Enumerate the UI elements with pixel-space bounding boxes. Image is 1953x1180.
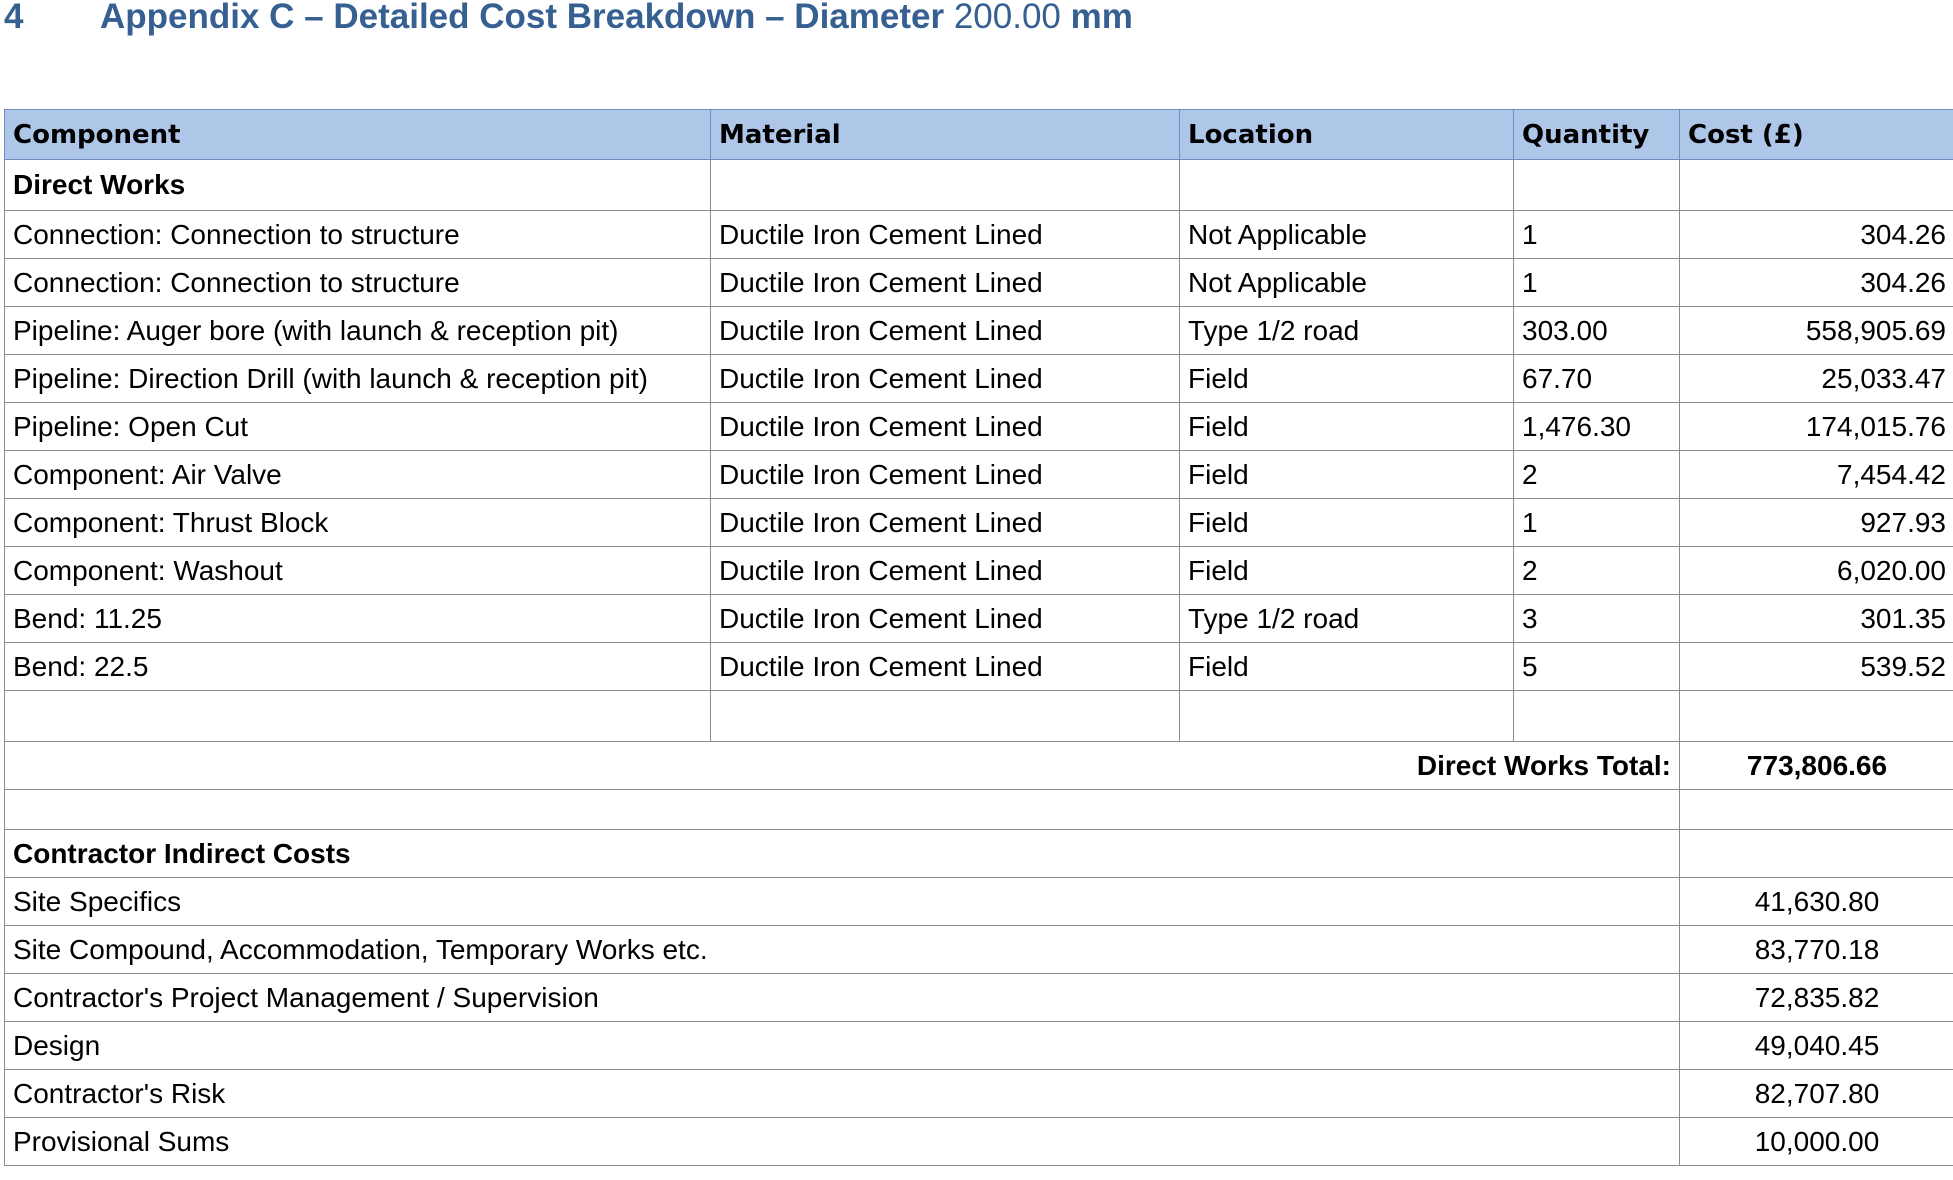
empty-cell xyxy=(5,790,1680,830)
cost-breakdown-table xyxy=(4,109,1953,1166)
section-title xyxy=(100,0,1133,34)
location-cell: Type 1/2 road xyxy=(1180,595,1514,643)
indirect-row xyxy=(5,926,1953,974)
empty-cell xyxy=(1180,691,1514,742)
indirect-row xyxy=(5,1022,1953,1070)
indirect-row xyxy=(5,878,1953,926)
cost-cell: 539.52 xyxy=(1680,643,1953,691)
column-header-component: Component xyxy=(5,110,711,160)
indirect-item-label: Contractor's Project Management / Supervision xyxy=(5,974,1680,1022)
component-cell: Component: Air Valve xyxy=(5,451,711,499)
direct-works-total-label: Direct Works Total: xyxy=(5,742,1680,790)
table-row xyxy=(5,595,1953,643)
cost-cell: 927.93 xyxy=(1680,499,1953,547)
location-cell: Not Applicable xyxy=(1180,259,1514,307)
material-cell: Ductile Iron Cement Lined xyxy=(711,355,1180,403)
material-cell: Ductile Iron Cement Lined xyxy=(711,643,1180,691)
quantity-cell: 303.00 xyxy=(1514,307,1680,355)
material-cell: Ductile Iron Cement Lined xyxy=(711,499,1180,547)
table-header-row xyxy=(5,110,1953,160)
empty-cell xyxy=(711,691,1180,742)
indirect-item-cost: 41,630.80 xyxy=(1680,878,1953,926)
material-cell: Ductile Iron Cement Lined xyxy=(711,259,1180,307)
empty-cell xyxy=(1680,830,1953,878)
table-row xyxy=(5,547,1953,595)
indirect-costs-label: Contractor Indirect Costs xyxy=(5,830,1680,878)
quantity-cell: 5 xyxy=(1514,643,1680,691)
table-row xyxy=(5,403,1953,451)
location-cell: Field xyxy=(1180,355,1514,403)
component-cell: Bend: 22.5 xyxy=(5,643,711,691)
empty-cell xyxy=(711,160,1180,211)
empty-cell xyxy=(1514,691,1680,742)
indirect-item-label: Site Compound, Accommodation, Temporary Works etc. xyxy=(5,926,1680,974)
indirect-item-cost: 49,040.45 xyxy=(1680,1022,1953,1070)
indirect-item-label: Provisional Sums xyxy=(5,1118,1680,1166)
component-cell: Connection: Connection to structure xyxy=(5,211,711,259)
indirect-item-label: Contractor's Risk xyxy=(5,1070,1680,1118)
quantity-cell: 67.70 xyxy=(1514,355,1680,403)
component-cell: Connection: Connection to structure xyxy=(5,259,711,307)
quantity-cell: 1 xyxy=(1514,499,1680,547)
location-cell: Not Applicable xyxy=(1180,211,1514,259)
material-cell: Ductile Iron Cement Lined xyxy=(711,595,1180,643)
blank-row xyxy=(5,691,1953,742)
cost-cell: 301.35 xyxy=(1680,595,1953,643)
indirect-section-row xyxy=(5,830,1953,878)
table-row xyxy=(5,499,1953,547)
component-cell: Bend: 11.25 xyxy=(5,595,711,643)
section-title-text: Appendix C – Detailed Cost Breakdown – Diameter xyxy=(100,0,945,36)
quantity-cell: 1,476.30 xyxy=(1514,403,1680,451)
indirect-item-cost: 82,707.80 xyxy=(1680,1070,1953,1118)
empty-cell xyxy=(1680,160,1953,211)
empty-cell xyxy=(1180,160,1514,211)
table-row xyxy=(5,355,1953,403)
indirect-item-label: Design xyxy=(5,1022,1680,1070)
section-number: 4 xyxy=(4,0,24,36)
cost-cell: 304.26 xyxy=(1680,259,1953,307)
component-cell: Pipeline: Direction Drill (with launch & reception pit) xyxy=(5,355,711,403)
location-cell: Field xyxy=(1180,451,1514,499)
table-row xyxy=(5,307,1953,355)
location-cell: Field xyxy=(1180,403,1514,451)
diameter-unit: mm xyxy=(1070,0,1133,36)
direct-works-label: Direct Works xyxy=(5,160,711,211)
location-cell: Field xyxy=(1180,499,1514,547)
material-cell: Ductile Iron Cement Lined xyxy=(711,211,1180,259)
cost-cell: 174,015.76 xyxy=(1680,403,1953,451)
quantity-cell: 2 xyxy=(1514,547,1680,595)
indirect-item-cost: 72,835.82 xyxy=(1680,974,1953,1022)
indirect-item-label: Site Specifics xyxy=(5,878,1680,926)
diameter-value: 200.00 xyxy=(953,0,1061,36)
component-cell: Pipeline: Open Cut xyxy=(5,403,711,451)
empty-cell xyxy=(5,691,711,742)
column-header-cost: Cost (£) xyxy=(1680,110,1953,160)
direct-works-total-value: 773,806.66 xyxy=(1680,742,1953,790)
table-row xyxy=(5,643,1953,691)
material-cell: Ductile Iron Cement Lined xyxy=(711,547,1180,595)
direct-works-total-row xyxy=(5,742,1953,790)
quantity-cell: 3 xyxy=(1514,595,1680,643)
component-cell: Pipeline: Auger bore (with launch & reception pit) xyxy=(5,307,711,355)
material-cell: Ductile Iron Cement Lined xyxy=(711,451,1180,499)
location-cell: Field xyxy=(1180,643,1514,691)
table-row xyxy=(5,259,1953,307)
material-cell: Ductile Iron Cement Lined xyxy=(711,307,1180,355)
cost-cell: 304.26 xyxy=(1680,211,1953,259)
material-cell: Ductile Iron Cement Lined xyxy=(711,403,1180,451)
indirect-item-cost: 10,000.00 xyxy=(1680,1118,1953,1166)
quantity-cell: 1 xyxy=(1514,211,1680,259)
empty-cell xyxy=(1514,160,1680,211)
cost-cell: 7,454.42 xyxy=(1680,451,1953,499)
indirect-row xyxy=(5,1070,1953,1118)
column-header-location: Location xyxy=(1180,110,1514,160)
empty-cell xyxy=(1680,691,1953,742)
quantity-cell: 1 xyxy=(1514,259,1680,307)
indirect-row xyxy=(5,1118,1953,1166)
direct-works-section-row xyxy=(5,160,1953,211)
column-header-quantity: Quantity xyxy=(1514,110,1680,160)
cost-cell: 25,033.47 xyxy=(1680,355,1953,403)
spacer-row xyxy=(5,790,1953,830)
component-cell: Component: Thrust Block xyxy=(5,499,711,547)
quantity-cell: 2 xyxy=(1514,451,1680,499)
empty-cell xyxy=(1680,790,1953,830)
indirect-item-cost: 83,770.18 xyxy=(1680,926,1953,974)
table-row xyxy=(5,451,1953,499)
cost-cell: 6,020.00 xyxy=(1680,547,1953,595)
cost-cell: 558,905.69 xyxy=(1680,307,1953,355)
indirect-row xyxy=(5,974,1953,1022)
component-cell: Component: Washout xyxy=(5,547,711,595)
table-row xyxy=(5,211,1953,259)
column-header-material: Material xyxy=(711,110,1180,160)
location-cell: Type 1/2 road xyxy=(1180,307,1514,355)
location-cell: Field xyxy=(1180,547,1514,595)
